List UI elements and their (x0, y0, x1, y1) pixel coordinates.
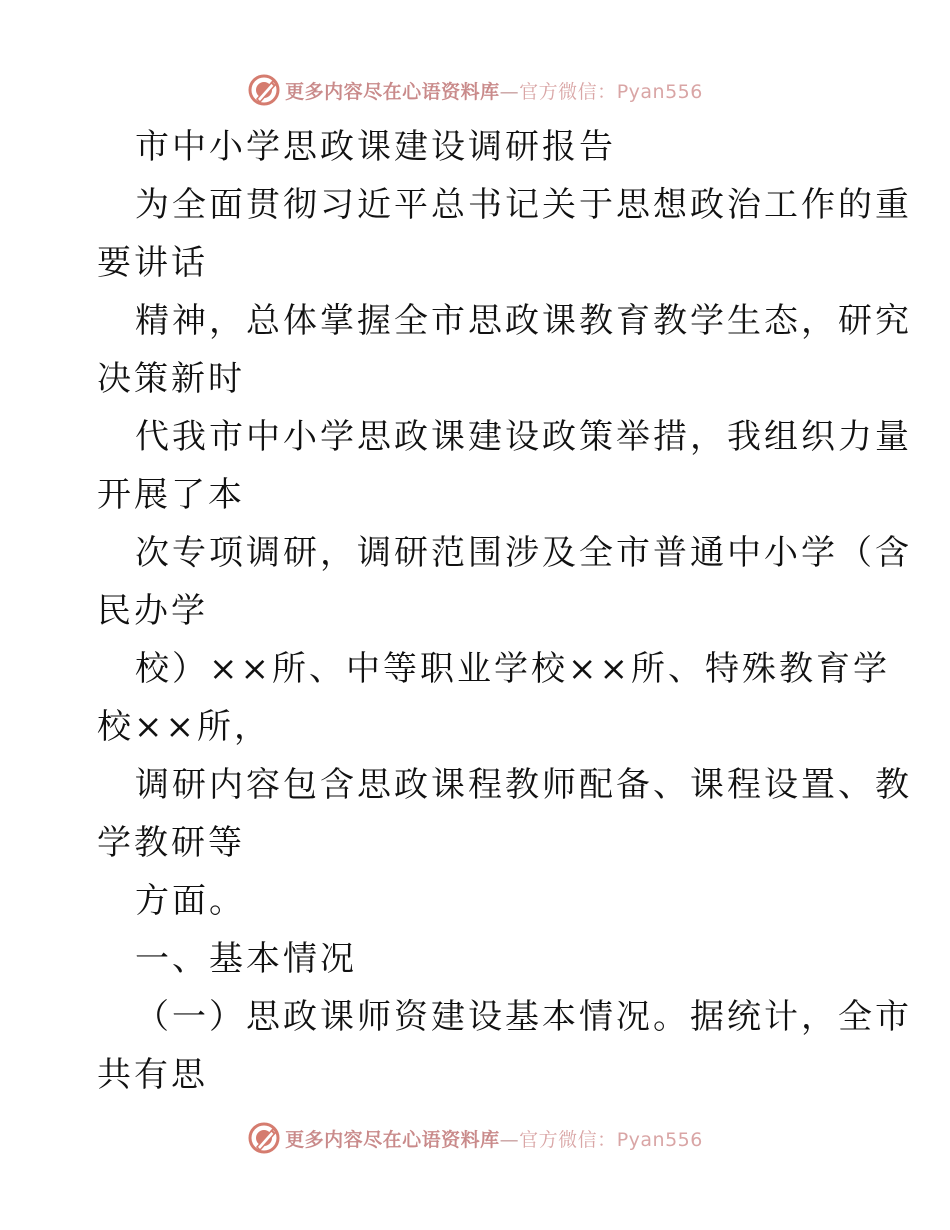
document-line: 一、基本情况 (135, 939, 357, 979)
document-line: 代我市中小学思政课建设政策举措，我组织力量 (135, 417, 912, 457)
banner-contact: 官方微信： (519, 80, 617, 103)
document-body (97, 118, 912, 1104)
document-line: （一）思政课师资建设基本情况。据统计，全市 (135, 997, 912, 1037)
banner-brand: 更多内容尽在心语资料库 (285, 80, 500, 103)
document-line: 学教研等 (97, 823, 245, 863)
banner-text (285, 77, 703, 104)
document-line: 市中小学思政课建设调研报告 (135, 127, 616, 167)
document-line: 精神，总体掌握全市思政课教育教学生态，研究 (135, 301, 912, 341)
document-line: 次专项调研，调研范围涉及全市普通中小学（含 (135, 533, 912, 573)
banner-handle: Pyan556 (616, 1128, 703, 1151)
document-line: 要讲话 (97, 243, 208, 283)
document-line: 民办学 (97, 591, 208, 631)
banner-separator: — (499, 80, 520, 103)
document-line: 共有思 (97, 1055, 208, 1095)
document-line: 调研内容包含思政课程教师配备、课程设置、教 (135, 765, 912, 805)
document-line: 方面。 (135, 881, 246, 921)
banner-separator: — (499, 1128, 520, 1151)
document-line: 为全面贯彻习近平总书记关于思想政治工作的重 (135, 185, 912, 225)
document-line: 校××所， (97, 707, 271, 747)
banner-handle: Pyan556 (616, 80, 703, 103)
header-banner (0, 70, 950, 110)
banner-contact: 官方微信： (519, 1128, 617, 1151)
document-line: 决策新时 (97, 359, 245, 399)
banner-text (285, 1125, 703, 1152)
document-line: 开展了本 (97, 475, 245, 515)
footer-banner (0, 1118, 950, 1158)
banner-brand: 更多内容尽在心语资料库 (285, 1128, 500, 1151)
document-line: 校）××所、中等职业学校××所、特殊教育学 (135, 649, 890, 689)
pen-logo-icon (247, 73, 281, 107)
pen-logo-icon (247, 1121, 281, 1155)
